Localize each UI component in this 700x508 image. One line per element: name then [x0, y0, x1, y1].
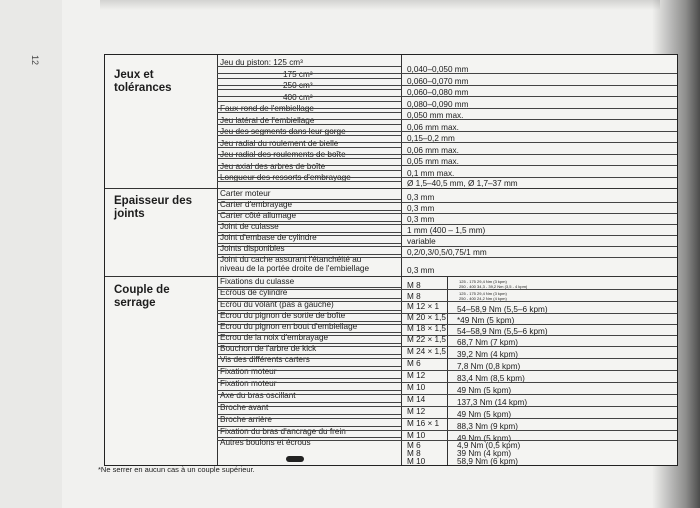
table-cell: 125 - 175 29,4 Nm (3 kpm) — [459, 291, 507, 296]
table-cell: 68,7 Nm (7 kpm) — [457, 338, 518, 347]
row-divider — [217, 402, 401, 403]
row-divider — [217, 246, 677, 247]
table-cell: 0,06 mm max. — [407, 145, 459, 155]
table-cell: Joint de culasse — [220, 222, 279, 231]
row-divider — [217, 181, 401, 182]
table-cell: Ecrou du volant (pas à gauche) — [220, 300, 334, 309]
row-divider — [217, 66, 401, 67]
row-divider — [217, 78, 401, 79]
table-cell: Fixation moteur — [220, 367, 277, 376]
table-cell: 4,9 Nm (0,5 kpm) — [457, 441, 521, 450]
row-divider — [217, 154, 677, 155]
row-divider — [217, 85, 677, 86]
table-cell: 0,06 mm max. — [407, 122, 459, 132]
row-divider — [217, 406, 677, 407]
table-cell: 0,050 mm max. — [407, 111, 464, 120]
page-margin — [0, 0, 62, 508]
table-cell: Bouchon de l'arbre de kick — [220, 344, 317, 353]
table-cell: Jeu radial des roulements de boîte — [220, 150, 346, 159]
table-cell: Fixation du bras d'ancrage du frein — [220, 427, 346, 436]
table-cell: M 10 — [407, 431, 426, 440]
row-divider — [217, 142, 677, 143]
title-line: serrage — [114, 297, 156, 309]
table-cell: Jeu du piston: 125 cm³ — [220, 58, 303, 67]
row-divider — [217, 289, 677, 290]
table-cell: M 22 × 1,5 — [407, 335, 446, 344]
table-cell: M 18 × 1,5 — [407, 324, 446, 333]
table-cell: 137,3 Nm (14 kpm) — [457, 398, 528, 407]
table-cell: M 24 × 1,5 — [407, 347, 446, 356]
row-divider — [217, 119, 677, 120]
table-cell: Joint d'embase de cylindre — [220, 233, 317, 242]
table-cell: Vis des différents carters — [220, 355, 310, 364]
table-cell: niveau de la portée droite de l'embiellage — [220, 264, 370, 273]
row-divider — [217, 394, 677, 395]
row-divider — [217, 390, 401, 391]
table-cell: 1 mm (400 – 1,5 mm) — [407, 226, 486, 235]
table-cell: M 12 × 1 — [407, 302, 440, 311]
table-cell: 58,9 Nm (6 kpm) — [457, 457, 518, 466]
table-cell: Carter d'embrayage — [220, 200, 293, 209]
table-cell: Faux-rond de l'embiellage — [220, 104, 314, 113]
title-line: Epaisseur des — [114, 195, 192, 207]
section-divider — [105, 188, 677, 189]
row-divider — [217, 147, 401, 148]
row-divider — [217, 254, 401, 255]
table-cell: Jeu latéral de l'embiellage — [220, 115, 315, 125]
row-divider — [217, 358, 677, 359]
table-cell: 83,4 Nm (8,5 kpm) — [457, 374, 525, 383]
row-divider — [217, 199, 401, 200]
table-cell: 400 cm³ — [283, 92, 313, 102]
table-cell: 250 cm³ — [283, 81, 313, 90]
table-cell: Joints disponibles — [220, 244, 285, 253]
row-divider — [217, 298, 401, 299]
spec-table — [104, 54, 678, 466]
row-divider — [217, 135, 401, 136]
row-divider — [217, 354, 401, 355]
table-cell: Broche arrière — [220, 415, 272, 424]
table-cell: Joint du cache assurant l'étanchéité au — [220, 255, 362, 264]
table-cell: Axe du bras oscillant — [220, 391, 296, 400]
table-cell: M 6 — [407, 441, 421, 450]
table-cell: M 8 — [407, 281, 421, 290]
row-divider — [217, 170, 401, 171]
row-divider — [217, 232, 401, 233]
row-divider — [217, 430, 677, 431]
section-divider — [105, 276, 677, 277]
table-cell: variable — [407, 237, 436, 246]
row-divider — [217, 221, 401, 222]
table-cell: Ecrous de cylindre — [220, 288, 288, 297]
table-cell: 49 Nm (5 kpm) — [457, 410, 512, 419]
table-cell: 54–58,9 Nm (5,5–6 kpm) — [457, 305, 548, 314]
row-divider — [217, 426, 401, 427]
table-cell: Jeu axial des arbres de boîte — [220, 161, 326, 171]
row-divider — [217, 89, 401, 90]
table-cell: 39 Nm (4 kpm) — [457, 449, 512, 458]
row-divider — [217, 301, 677, 302]
table-cell: 39,2 Nm (4 kpm) — [457, 350, 518, 359]
table-cell: 250 - 400 24,2 Nm (4 kpm) — [459, 296, 507, 301]
table-cell: M 20 × 1,5 — [407, 313, 446, 322]
row-divider — [217, 96, 677, 97]
table-cell: 0,2/0,3/0,5/0,75/1 mm — [407, 248, 487, 257]
page-number: 12 — [30, 54, 41, 66]
table-cell: Ecrou de la noix d'embrayage — [220, 333, 329, 342]
column-divider — [217, 55, 218, 465]
table-cell: M 10 — [407, 457, 426, 466]
title-line: joints — [114, 208, 145, 220]
row-divider — [217, 73, 677, 74]
table-cell: Broche avant — [220, 403, 269, 412]
table-cell: 0,060–0,070 mm — [407, 76, 469, 86]
table-cell: Longueur des ressorts d'embrayage — [220, 173, 351, 182]
row-divider — [217, 210, 401, 211]
row-divider — [217, 177, 677, 178]
row-divider — [217, 158, 401, 159]
table-cell: M 8 — [407, 449, 421, 458]
row-divider — [217, 131, 677, 132]
row-divider — [217, 287, 401, 288]
table-cell: Autres boulons et écrous — [220, 438, 311, 447]
row-divider — [217, 378, 401, 379]
row-divider — [217, 243, 401, 244]
section-title-joints — [114, 195, 192, 221]
ink-smudge — [286, 456, 304, 462]
table-cell: 0,3 mm — [407, 193, 435, 202]
row-divider — [217, 335, 677, 336]
table-cell: 0,1 mm max. — [407, 168, 455, 178]
section-title-couple — [114, 284, 170, 310]
table-cell: 54–58,9 Nm (5,5–6 kpm) — [457, 327, 548, 336]
table-cell: 175 cm³ — [283, 69, 313, 79]
table-cell: M 16 × 1 — [407, 419, 440, 428]
table-cell: M 8 — [407, 292, 421, 301]
table-cell: M 12 — [407, 407, 426, 416]
row-divider — [217, 213, 677, 214]
row-divider — [217, 346, 677, 347]
table-cell: 250 - 400 34,3 - 39,2 Nm (3,5 - 4 kpm) — [459, 284, 528, 289]
section-title-jeux — [114, 69, 172, 95]
table-cell: 88,3 Nm (9 kpm) — [457, 422, 518, 431]
table-cell: 0,15–0,2 mm — [407, 134, 455, 143]
row-divider — [217, 324, 677, 325]
table-cell: M 14 — [407, 395, 426, 404]
row-divider — [217, 235, 677, 236]
row-divider — [217, 108, 677, 109]
row-divider — [217, 101, 401, 102]
table-cell: Jeu des segments dans leur gorge — [220, 127, 346, 136]
table-cell: 0,3 mm — [407, 266, 435, 275]
table-cell: 0,3 mm — [407, 215, 435, 224]
table-cell: M 12 — [407, 371, 426, 380]
scan-shade — [100, 0, 660, 10]
table-cell: Jeu radial du roulement de bielle — [220, 138, 339, 148]
row-divider — [217, 321, 401, 322]
row-divider — [217, 370, 677, 371]
row-divider — [217, 332, 401, 333]
row-divider — [217, 124, 401, 125]
table-cell: Ø 1,5–40,5 mm, Ø 1,7–37 mm — [407, 179, 518, 188]
row-divider — [217, 414, 401, 415]
row-divider — [217, 310, 401, 311]
row-divider — [217, 202, 677, 203]
column-divider — [401, 55, 402, 465]
table-cell: Carter moteur — [220, 189, 271, 198]
table-cell: Fixation moteur — [220, 379, 277, 388]
table-cell: M 10 — [407, 383, 426, 392]
row-divider — [217, 313, 677, 314]
table-cell: Ecrou du pignon en bout d'embiellage — [220, 322, 358, 331]
row-divider — [217, 366, 401, 367]
row-divider — [217, 437, 401, 438]
table-cell: Fixations du culasse — [220, 277, 295, 286]
table-cell: Ecrou du pignon de sortie de boîte — [220, 311, 346, 320]
table-cell: 0,3 mm — [407, 204, 435, 213]
footnote: *Ne serrer en aucun cas à un couple supérieur. — [98, 465, 255, 474]
table-cell: *49 Nm (5 kpm) — [457, 316, 515, 325]
title-line: Jeux et — [114, 69, 154, 81]
row-divider — [217, 440, 677, 441]
row-divider — [217, 382, 677, 383]
table-cell: 0,040–0,050 mm — [407, 65, 469, 74]
table-cell: 49 Nm (5 kpm) — [457, 386, 512, 395]
row-divider — [217, 343, 401, 344]
table-cell: M 6 — [407, 359, 421, 368]
table-cell: 0,080–0,090 mm — [407, 99, 469, 109]
title-line: tolérances — [114, 82, 172, 94]
row-divider — [217, 165, 677, 166]
row-divider — [217, 112, 401, 113]
row-divider — [217, 224, 677, 225]
table-cell: 0,060–0,080 mm — [407, 88, 469, 97]
row-divider — [217, 257, 677, 258]
title-line: Couple de — [114, 284, 170, 296]
table-cell: 125 - 175 29,4 Nm (3 kpm) — [459, 279, 507, 284]
table-cell: 7,8 Nm (0,8 kpm) — [457, 362, 521, 371]
table-cell: Carter côté allumage — [220, 211, 296, 220]
row-divider — [217, 418, 677, 419]
table-cell: 49 Nm (5 kpm) — [457, 434, 512, 443]
table-cell: 0,05 mm max. — [407, 157, 459, 166]
